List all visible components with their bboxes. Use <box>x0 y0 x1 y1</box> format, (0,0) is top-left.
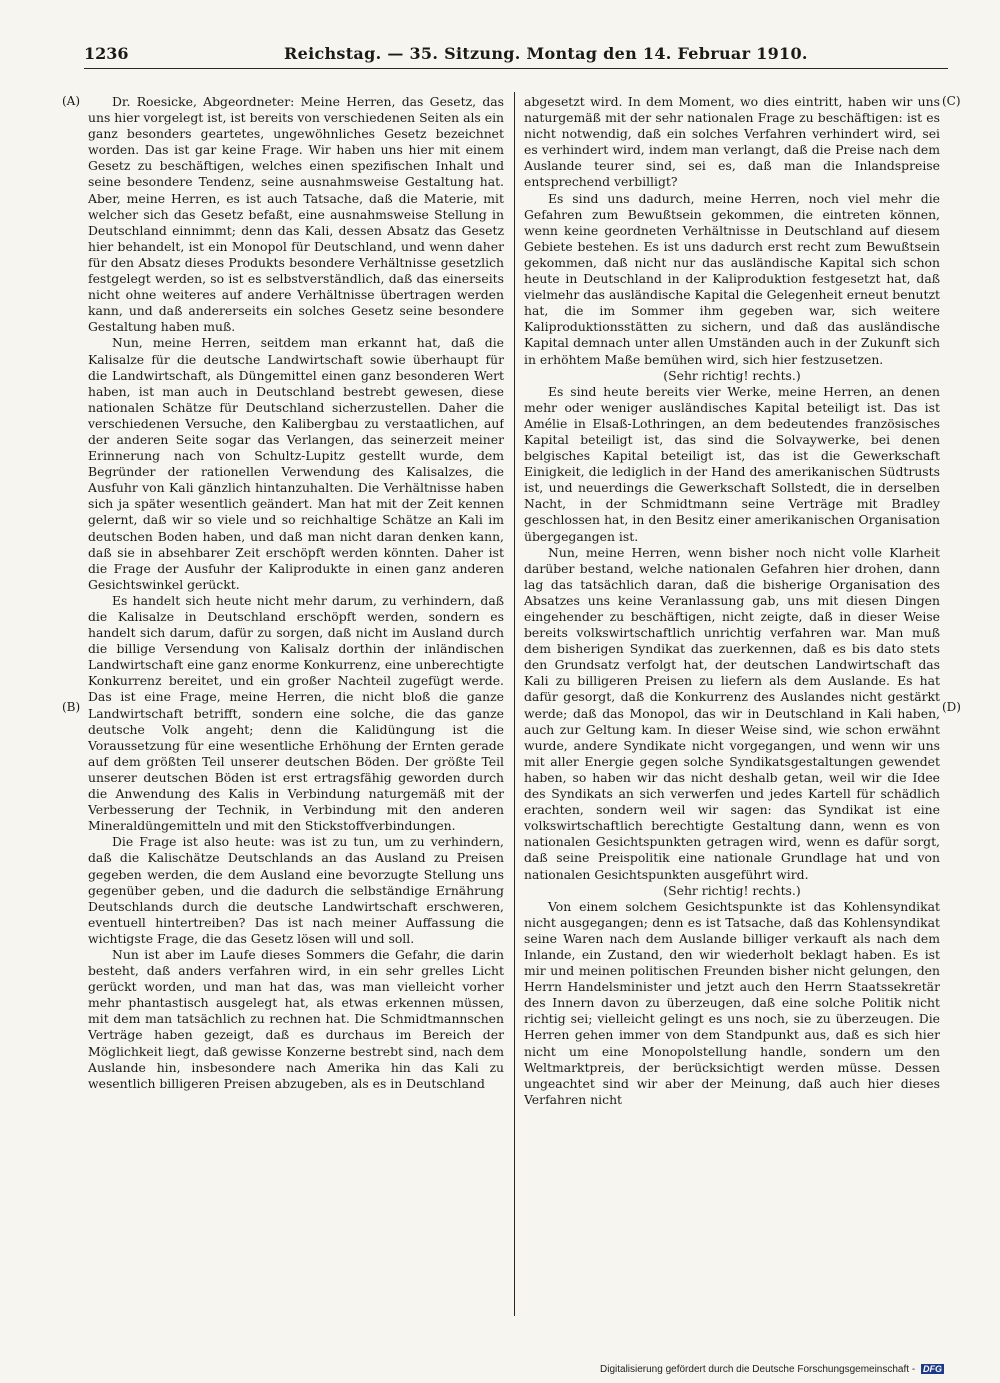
paragraph: Dr. Roesicke, Abgeordneter: Meine Herren, das Gesetz, das uns hier vorgelegt ist, ist bereits von verschiedenen Seiten als ein ganz besonders geartetes, ungewöhnliches Gesetz bezeichnet worden. Das ist gar keine Frage. Wir haben uns hier mit einem Gesetz zu beschäftigen, welches einen spezifischen Inhalt und seine besondere Tendenz, seine ausnahmsweise Gestaltung hat. Aber, meine Herren, es ist auch Tatsache, daß die Materie, mit welcher sich das Gesetz befaßt, eine ausnahmsweise Stellung in Deutschland einnimmt; denn das Kali, dessen Absatz das Gesetz hier behandelt, ist ein Monopol für Deutschland, und wenn daher für den Absatz dieses Produkts besondere Verhältnisse gesetzlich festgelegt werden, so ist es selbstverständlich, daß das einerseits nicht ohne weiteres auf andere Verhältnisse übertragen werden kann, und daß andererseits ein solches Gesetz seine besondere Gestaltung haben muß. <box>88 94 504 335</box>
interjection: (Sehr richtig! rechts.) <box>663 367 801 383</box>
margin-mark-d: (D) <box>942 700 961 714</box>
margin-mark-b: (B) <box>62 700 81 714</box>
paragraph: Nun, meine Herren, seitdem man erkannt hat, daß die Kalisalze für die deutsche Landwirtschaft sowie überhaupt für die Landwirtschaft, als Düngemittel einen ganz besonderen Wert haben, ist man auch in Deutschland bestrebt gewesen, diese nationalen Schätze für Deutschland sicherzustellen. Daher die verschiedenen Versuche, den Kalibergbau zu verstaatlichen, auf der anderen Seite sogar das Verlangen, das seinerzeit meiner Erinnerung nach von Schultz-Lupitz gestellt wurde, dem Begründer der rationellen Verwendung des Kalisalzes, die Ausfuhr von Kali gänzlich hintanzuhalten. Die Verhältnisse haben sich ja später wesentlich geändert. Man hat mit der Zeit kennen gelernt, daß wir so viele und so reichhaltige Schätze an Kali im deutschen Boden haben, und daß man nicht daran denken kann, daß sie in absehbarer Zeit erschöpft werden könnten. Daher ist die Frage der Ausfuhr der Kaliprodukte in einen ganz anderen Gesichtswinkel gerückt. <box>88 335 504 592</box>
paragraph: Es sind uns dadurch, meine Herren, noch viel mehr die Gefahren zum Bewußtsein gekommen, die eintreten können, wenn keine geordneten Verhältnisse in Deutschland auf diesem Gebiete bestehen. Es ist uns dadurch erst recht zum Bewußtsein gekommen, daß nicht nur das ausländische Kapital sich schon heute in Deutschland in der Kaliproduktion festgesetzt hat, daß vielmehr das ausländische Kapital die Gelegenheit erneut benutzt hat, die im Sommer ihm gegeben war, sich weitere Kaliproduktionsstätten zu sichern, und daß das ausländische Kapital demnach unter allen Umständen auch in der Zukunft sich in erhöhtem Maße bemühen wird, sich hier festzusetzen. <box>524 190 940 367</box>
paragraph: Nun, meine Herren, wenn bisher noch nicht volle Klarheit darüber bestand, welche nationalen Gefahren hier drohen, dann lag das tatsächlich daran, daß die bisherige Organisation des Absatzes uns keine Veranlassung gab, uns mit diesen Dingen eingehender zu beschäftigen, nicht zeigte, daß in dieser Weise bereits volkswirtschaftlich unrichtig verfahren war. Man muß dem bisherigen Syndikat das zuerkennen, daß es bis dato stets den Grundsatz verfolgt hat, der deutschen Landwirtschaft das Kali zu billigeren Preisen zu liefern als dem Auslande. Es hat dafür gesorgt, daß die Konkurrenz des Auslandes nicht gestärkt werde; daß das Monopol, das wir in Deutschland in Kali haben, auch zur Geltung kam. In dieser Weise sind, wie schon erwähnt wurde, andere Syndikate nicht vorgegangen, und wenn wir uns mit aller Energie gegen solche Syndikatsgestaltungen gewendet haben, so haben wir das nicht deshalb getan, weil wir die Idee des Syndikats an sich verwerfen und jedes Kartell für schädlich erachten, sondern weil wir sagen: das Syndikat ist eine volkswirtschaftlich berechtigte Gestaltung dann, wenn es von nationalen Gesichtspunkten getragen wird, wenn es dafür sorgt, daß seine Preispolitik eine nationale Grundlage hat und von nationalen Gesichtspunkten ausgeführt wird. <box>524 544 940 882</box>
footer-credit <box>600 1364 944 1375</box>
margin-mark-a: (A) <box>62 94 81 108</box>
interjection: (Sehr richtig! rechts.) <box>663 882 801 898</box>
dfg-logo: DFG <box>922 1364 942 1374</box>
page-header <box>84 44 948 69</box>
paragraph: Die Frage ist also heute: was ist zu tun, um zu verhindern, daß die Kalischätze Deutschlands an das Ausland zu Preisen gegeben werden, die dem Ausland eine bevorzugte Stellung uns gegenüber geben, und die dadurch die selbständige Ernährung Deutschlands durch die deutsche Landwirtschaft erschweren, eventuell hintertreiben? Das ist nach meiner Auffassung die wichtigste Frage, die das Gesetz lösen will und soll. <box>88 834 504 946</box>
footer-text: Digitalisierung gefördert durch die Deutsche Forschungsgemeinschaft - <box>600 1364 916 1375</box>
paragraph: abgesetzt wird. In dem Moment, wo dies eintritt, haben wir uns naturgemäß mit der sehr nationalen Frage zu beschäftigen: ist es nicht notwendig, daß ein solches Verfahren verhindert wird, sei es verhindert wird, indem man verlangt, daß die Preise nach dem Auslande teurer sind, sei es, daß man die Inlandspreise entsprechend verbilligt? <box>524 94 940 190</box>
right-column <box>524 94 940 1320</box>
left-column <box>88 94 504 1320</box>
running-title: Reichstag. — 35. Sitzung. Montag den 14. Februar 1910. <box>284 44 808 63</box>
paragraph: Von einem solchem Gesichtspunkte ist das Kohlensyndikat nicht ausgegangen; denn es ist Tatsache, daß das Kohlensyndikat seine Waren nach dem Auslande billiger verkauft als nach dem Inlande, ein Zustand, den wir wiederholt beklagt haben. Es ist mir und meinen politischen Freunden bisher nicht gelungen, den Herrn Handelsminister und jetzt auch den Herrn Staatssekretär des Innern davon zu überzeugen, daß eine solche Politik nicht richtig sei; vielleicht gelingt es uns noch, sie zu überzeugen. Die Herren gehen immer von dem Standpunkt aus, daß es sich hier nicht um eine Monopolstellung handle, sondern um den Weltmarktpreis, der berücksichtigt werden müsse. Dessen ungeachtet sind wir aber der Meinung, daß auch hier dieses Verfahren nicht <box>524 898 940 1107</box>
paragraph: Es sind heute bereits vier Werke, meine Herren, an denen mehr oder weniger ausländisches Kapital beteiligt ist. Das ist Amélie in Elsaß-Lothringen, an dem bedeutendes französisches Kapital beteiligt ist, das sind die Solvaywerke, bei denen belgisches Kapital beteiligt ist, das ist die Gewerkschaft Einigkeit, die lediglich in der Hand des amerikanischen Südtrusts ist, und neuerdings die Gewerkschaft Sollstedt, die in derselben Nacht, in der Schmidtmann seine Verträge mit Bradley geschlossen hat, in den Besitz einer amerikanischen Organisation übergegangen ist. <box>524 383 940 544</box>
page-number: 1236 <box>84 44 129 63</box>
paragraph: Es handelt sich heute nicht mehr darum, zu verhindern, daß die Kalisalze in Deutschland erschöpft werden, sondern es handelt sich darum, dafür zu sorgen, daß nicht im Ausland durch die billige Versendung von Kalisalz dorthin der inländischen Landwirtschaft eine ganz enorme Konkurrenz, eine unberechtigte Konkurrenz bereitet, und ein großer Nachteil zugefügt werde. Das ist eine Frage, meine Herren, die nicht bloß die ganze Landwirtschaft betrifft, sondern eine solche, die das ganze deutsche Volk angeht; denn die Kalidüngung ist die Voraussetzung für eine wesentliche Erhöhung der Ernten gerade auf dem größten Teil unserer deutschen Böden. Der größte Teil unserer deutschen Böden ist erst ertragsfähig geworden durch die Anwendung des Kalis in Verbindung naturgemäß mit der Verbesserung der Technik, in Verbindung mit den anderen Mineraldüngemitteln und mit den Stickstoffverbindungen. <box>88 592 504 834</box>
column-divider <box>514 92 515 1316</box>
margin-mark-c: (C) <box>942 94 961 108</box>
paragraph: Nun ist aber im Laufe dieses Sommers die Gefahr, die darin besteht, daß anders verfahren wird, in ein sehr grelles Licht gerückt worden, und man hat das, was man vielleicht vorher mehr phantastisch ausgelegt hat, als etwas erkennen müssen, mit dem man tatsächlich zu rechnen hat. Die Schmidtmannschen Verträge haben gezeigt, daß es durchaus im Bereich der Möglichkeit liegt, daß gewisse Konzerne bestrebt sind, nach dem Auslande hin, insbesondere nach Amerika hin das Kali zu wesentlich billigeren Preisen abzugeben, als es in Deutschland <box>88 946 504 1091</box>
